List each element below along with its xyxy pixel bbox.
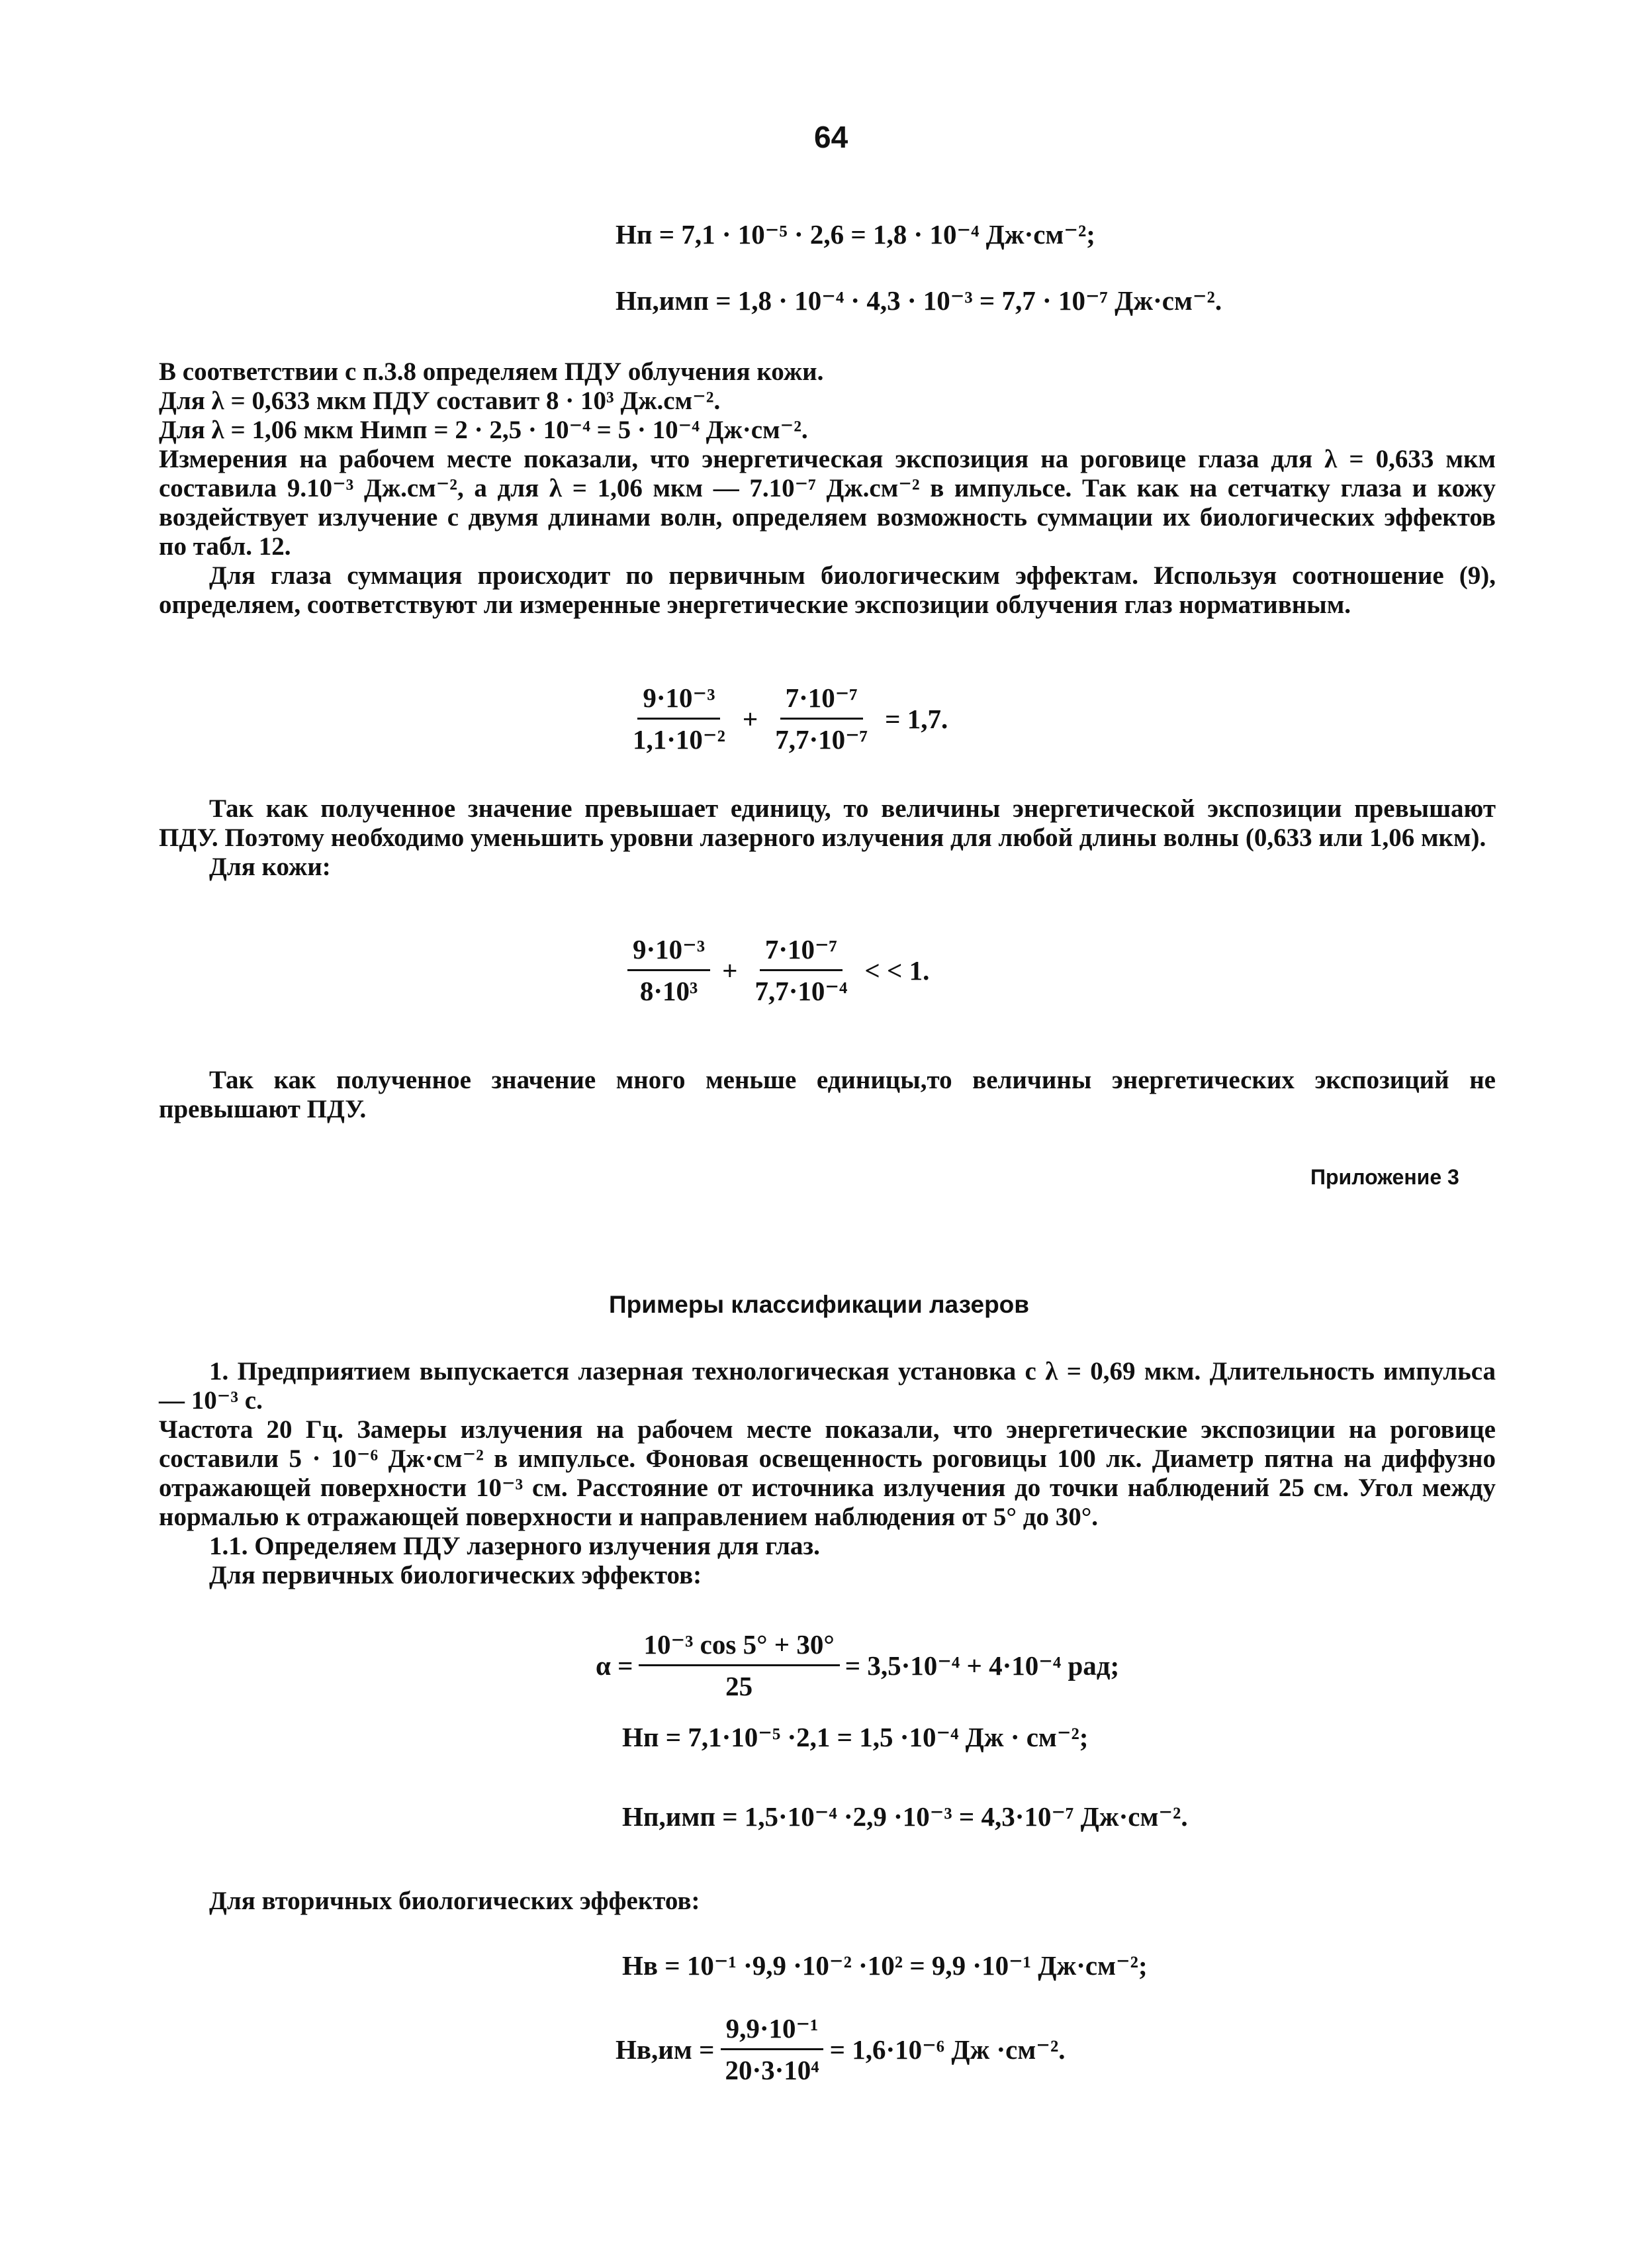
- result: = 1,7.: [885, 703, 948, 734]
- numerator: 7·10⁻⁷: [780, 682, 863, 720]
- plus-sign: +: [742, 703, 758, 734]
- formula-hp-imp-2: Нп,имп = 1,5·10⁻⁴ ·2,9 ·10⁻³ = 4,3·10⁻⁷ Дж·см⁻².: [622, 1801, 1188, 1832]
- secondary-effects-label: Для вторичных биологических эффектов:: [209, 1887, 700, 1915]
- text-paragraph: Частота 20 Гц. Замеры излучения на рабочем месте показали, что энергетические экспозиции на роговице составили 5 · 10⁻⁶ Дж·см⁻² в импульсе. Фоновая освещенность роговицы 100 лк. Диаметр пятна на диффузно отражающей поверхности 10⁻³ см. Расстояние от источника излучения до точки наблюдений 25 см. Угол между нормалью к отражающей поверхности и направлением наблюдения от 5° до 30°.: [159, 1415, 1496, 1531]
- paragraph-block-4: [159, 1357, 1496, 1590]
- text-line: Для λ = 1,06 мкм Нимп = 2 · 2,5 · 10⁻⁴ = 5 · 10⁻⁴ Дж·см⁻².: [159, 416, 808, 444]
- numerator: 9·10⁻³: [627, 933, 710, 971]
- paragraph-block-1: [159, 357, 1496, 620]
- numerator: 9·10⁻³: [637, 682, 720, 720]
- numerator: 10⁻³ cos 5° + 30°: [639, 1629, 840, 1666]
- page-number: 64: [814, 120, 848, 154]
- denominator: 25: [725, 1671, 753, 1701]
- alpha-rhs: = 3,5·10⁻⁴ + 4·10⁻⁴ рад;: [844, 1650, 1120, 1681]
- text-paragraph: Так как полученное значение много меньше единицы,то величины энергетических экспозиций не превышают ПДУ.: [159, 1066, 1496, 1123]
- denominator: 7,7·10⁻⁷: [775, 724, 868, 755]
- formula-hp: Нп = 7,1 · 10⁻⁵ · 2,6 = 1,8 · 10⁻⁴ Дж·см⁻²;: [616, 219, 1095, 250]
- equation-alpha: [596, 1629, 1119, 1702]
- fraction: [770, 682, 873, 755]
- fraction: [719, 2012, 824, 2086]
- text-paragraph: Измерения на рабочем месте показали, что энергетическая экспозиция на роговице глаза для λ = 0,633 мкм составила 9.10⁻³ Дж.см⁻², а для λ = 1,06 мкм — 7.10⁻⁷ Дж.см⁻² в импульсе. Так как на сетчатку глаза и кожу воздействует излучение с двумя длинами волн, определяем возможность суммации их биологических эффектов по табл. 12.: [159, 445, 1496, 561]
- fraction: [749, 933, 852, 1007]
- fraction: [639, 1629, 840, 1702]
- text-line: В соответствии с п.3.8 определяем ПДУ облучения кожи.: [159, 357, 824, 386]
- numerator: 9,9·10⁻¹: [721, 2012, 824, 2050]
- numerator: 7·10⁻⁷: [760, 933, 843, 971]
- alpha-lhs: α =: [596, 1650, 633, 1681]
- text-line: 1.1. Определяем ПДУ лазерного излучения для глаз.: [209, 1532, 820, 1560]
- denominator: 1,1·10⁻²: [633, 724, 725, 755]
- result: < < 1.: [864, 955, 930, 986]
- plus-sign: +: [722, 955, 738, 986]
- appendix-label: Приложение 3: [1310, 1165, 1459, 1189]
- formula-hv: Нв = 10⁻¹ ·9,9 ·10⁻² ·10² = 9,9 ·10⁻¹ Дж·см⁻²;: [622, 1950, 1148, 1981]
- text-paragraph: Для глаза суммация происходит по первичным биологическим эффектам. Используя соотношение (9), определяем, соответствуют ли измеренные энергетические экспозиции облучения глаз нормативным.: [159, 561, 1496, 619]
- equation-hv-im: [616, 2012, 1065, 2086]
- denominator: 20·3·10⁴: [725, 2055, 819, 2085]
- text-line: Для кожи:: [209, 853, 331, 881]
- denominator: 7,7·10⁻⁴: [754, 976, 848, 1006]
- equation-eye: [622, 682, 954, 755]
- text-line: Для первичных биологических эффектов:: [209, 1561, 702, 1589]
- fraction: [627, 933, 710, 1007]
- text-paragraph: 1. Предприятием выпускается лазерная технологическая установка с λ = 0,69 мкм. Длительность импульса — 10⁻³ с.: [159, 1357, 1496, 1415]
- hv-im-rhs: = 1,6·10⁻⁶ Дж ·см⁻².: [829, 2034, 1066, 2065]
- text-line: Для λ = 0,633 мкм ПДУ составит 8 · 10³ Дж.см⁻².: [159, 387, 721, 415]
- formula-hp-2: Нп = 7,1·10⁻⁵ ·2,1 = 1,5 ·10⁻⁴ Дж · см⁻²;: [622, 1722, 1089, 1752]
- formula-hp-imp: Нп,имп = 1,8 · 10⁻⁴ · 4,3 · 10⁻³ = 7,7 · 10⁻⁷ Дж·см⁻².: [616, 285, 1222, 316]
- paragraph-block-3: [159, 1066, 1496, 1124]
- hv-im-lhs: Нв,им =: [616, 2034, 715, 2065]
- equation-skin: [622, 933, 936, 1007]
- text-paragraph: Так как полученное значение превышает единицу, то величины энергетической экспозиции превышают ПДУ. Поэтому необходимо уменьшить уровни лазерного излучения для любой длины волны (0,633 или 1,06 мкм).: [159, 794, 1496, 852]
- denominator: 8·10³: [639, 976, 698, 1006]
- section-title: Примеры классификации лазеров: [609, 1291, 1030, 1318]
- paragraph-block-2: [159, 794, 1496, 882]
- fraction: [627, 682, 731, 755]
